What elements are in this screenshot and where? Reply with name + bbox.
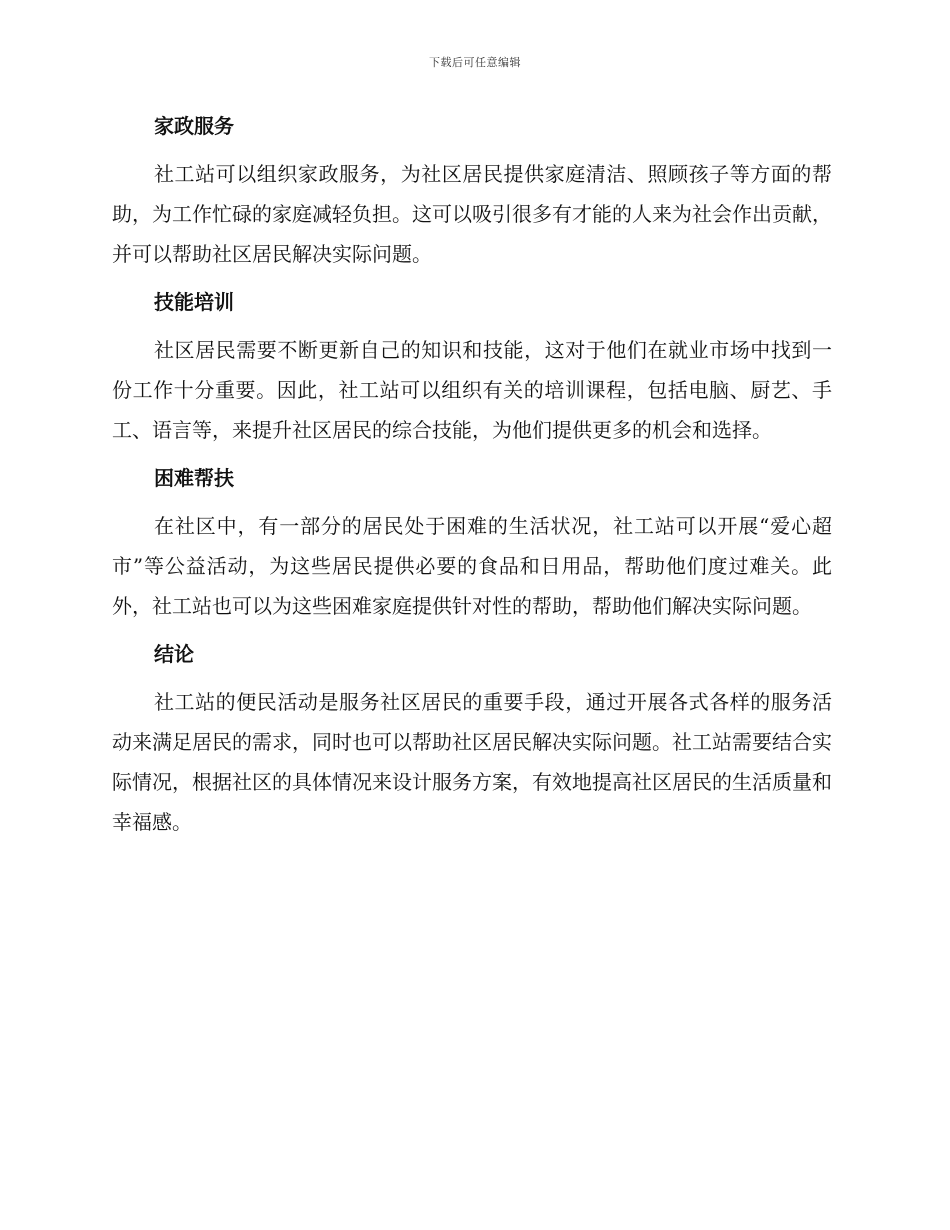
section-title: 困难帮扶 xyxy=(154,466,234,490)
section-title: 家政服务 xyxy=(154,114,234,138)
section-skills-training xyxy=(112,286,832,450)
section-housekeeping xyxy=(112,110,832,274)
section-hardship-assistance xyxy=(112,462,832,626)
section-title: 结论 xyxy=(154,642,194,666)
section-conclusion xyxy=(112,638,832,842)
section-paragraph: 社工站的便民活动是服务社区居民的重要手段，通过开展各式各样的服务活动来满足居民的需求，同时也可以帮助社区居民解决实际问题。社工站需要结合实际情况，根据社区的具体情况来设计服务方案，有效地提高社区居民的生活质量和幸福感。 xyxy=(112,690,832,834)
section-title: 技能培训 xyxy=(154,290,234,314)
document-body xyxy=(112,110,832,854)
section-paragraph: 社区居民需要不断更新自己的知识和技能，这对于他们在就业市场中找到一份工作十分重要。因此，社工站可以组织有关的培训课程，包括电脑、厨艺、手工、语言等，来提升社区居民的综合技能，为他们提供更多的机会和选择。 xyxy=(112,338,832,442)
header-note: 下载后可任意编辑 xyxy=(429,56,521,69)
section-paragraph: 在社区中，有一部分的居民处于困难的生活状况，社工站可以开展“爱心超市”等公益活动，为这些居民提供必要的食品和日用品，帮助他们度过难关。此外，社工站也可以为这些困难家庭提供针对性的帮助，帮助他们解决实际问题。 xyxy=(112,514,832,618)
section-paragraph: 社工站可以组织家政服务，为社区居民提供家庭清洁、照顾孩子等方面的帮助，为工作忙碌的家庭减轻负担。这可以吸引很多有才能的人来为社会作出贡献，并可以帮助社区居民解决实际问题。 xyxy=(112,162,832,266)
